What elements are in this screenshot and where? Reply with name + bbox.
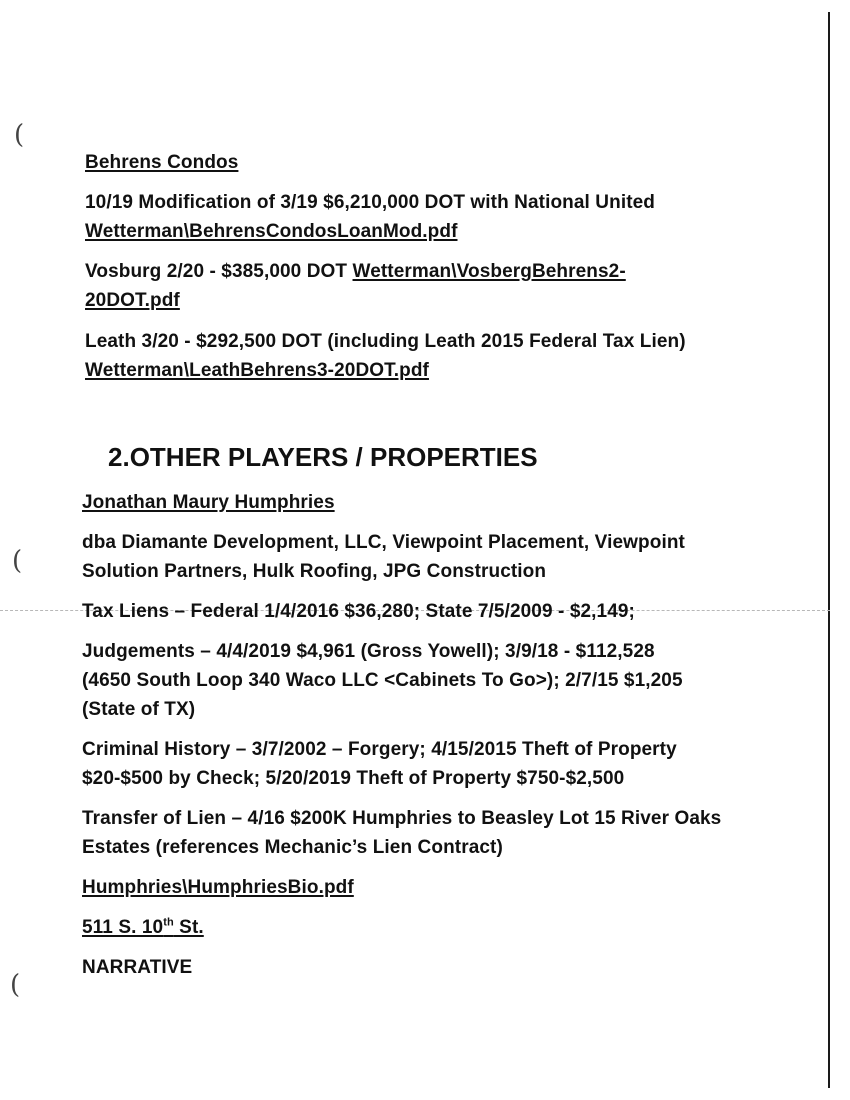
section-number: 2. — [108, 442, 130, 472]
humphries-transfer-of-lien-line: Estates (references Mechanic’s Lien Contract) — [82, 837, 503, 858]
binder-hole-mark: ( — [12, 546, 23, 576]
humphries-name: Jonathan Maury Humphries — [82, 492, 335, 513]
behrens-item-text: Leath 3/20 - $292,500 DOT (including Leath 2015 Federal Tax Lien) — [85, 331, 686, 352]
vosburg-dot-link[interactable]: Wetterman\VosbergBehrens2- — [352, 261, 626, 282]
property-address — [82, 913, 204, 942]
address-prefix: 511 S. 10 — [82, 917, 164, 938]
humphries-tax-liens: Tax Liens – Federal 1/4/2016 $36,280; State 7/5/2009 - $2,149; — [82, 601, 635, 622]
humphries-criminal-history-line: Criminal History – 3/7/2002 – Forgery; 4/15/2015 Theft of Property — [82, 739, 677, 760]
humphries-bio-link[interactable]: Humphries\HumphriesBio.pdf — [82, 877, 354, 898]
address-superscript: th — [163, 916, 174, 929]
humphries-dba-line: dba Diamante Development, LLC, Viewpoint Placement, Viewpoint — [82, 532, 685, 553]
humphries-judgements-line: (State of TX) — [82, 699, 196, 720]
behrens-item-text: 10/19 Modification of 3/19 $6,210,000 DOT with National United — [85, 192, 656, 213]
behrens-vosburg-line — [85, 257, 626, 286]
behrens-condos-title: Behrens Condos — [85, 152, 239, 173]
humphries-criminal-history-line: $20-$500 by Check; 5/20/2019 Theft of Property $750-$2,500 — [82, 768, 625, 789]
section-title: OTHER PLAYERS / PROPERTIES — [129, 442, 538, 472]
binder-hole-mark: ( — [10, 970, 21, 1000]
section-heading — [108, 440, 538, 474]
humphries-transfer-of-lien-line: Transfer of Lien – 4/16 $200K Humphries to Beasley Lot 15 River Oaks — [82, 808, 722, 829]
behrens-item-text: Vosburg 2/20 - $385,000 DOT — [85, 261, 353, 282]
leath-dot-link[interactable]: Wetterman\LeathBehrens3-20DOT.pdf — [85, 360, 429, 381]
binder-hole-mark: ( — [14, 120, 25, 150]
right-margin-rule — [828, 12, 830, 1088]
humphries-judgements-line: (4650 South Loop 340 Waco LLC <Cabinets To Go>); 2/7/15 $1,205 — [82, 670, 683, 691]
address-suffix: St. — [173, 917, 204, 938]
narrative-label: NARRATIVE — [82, 957, 193, 978]
behrens-loan-mod-link[interactable]: Wetterman\BehrensCondosLoanMod.pdf — [85, 221, 458, 242]
humphries-judgements-line: Judgements – 4/4/2019 $4,961 (Gross Yowell); 3/9/18 - $112,528 — [82, 641, 655, 662]
humphries-dba-line: Solution Partners, Hulk Roofing, JPG Construction — [82, 561, 547, 582]
vosburg-dot-link-continued[interactable]: 20DOT.pdf — [85, 290, 180, 311]
